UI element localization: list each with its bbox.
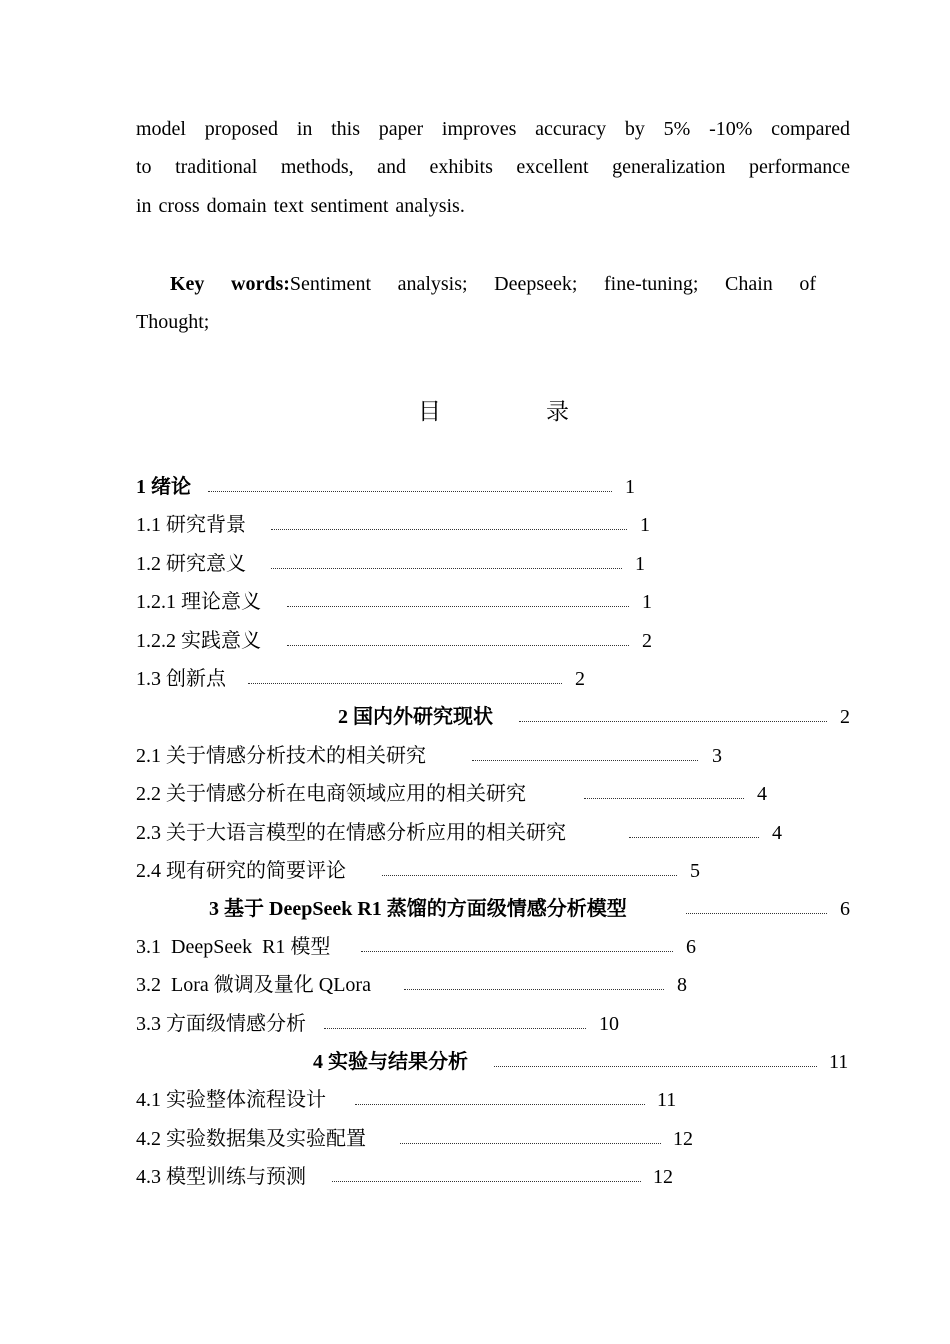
toc-entry-label: 2.4 现有研究的简要评论 — [136, 860, 346, 882]
keywords-line — [136, 265, 816, 303]
keywords-line-continued: Thought; — [136, 311, 210, 333]
toc-entry[interactable] — [0, 549, 950, 579]
toc-entry-page: 5 — [690, 860, 700, 882]
toc-leader-dots — [584, 798, 744, 799]
toc-entry-label: 2.2 关于情感分析在电商领域应用的相关研究 — [136, 783, 526, 805]
toc-leader-dots — [404, 989, 664, 990]
toc-entry-page: 1 — [640, 514, 650, 536]
toc-entry[interactable] — [0, 741, 950, 771]
abstract-line: in cross domain text sentiment analysis. — [136, 195, 465, 217]
toc-entry-page: 2 — [575, 668, 585, 690]
toc-entry-page: 12 — [673, 1128, 693, 1150]
toc-leader-dots — [629, 837, 759, 838]
toc-entry-label: 1.2 研究意义 — [136, 553, 246, 575]
toc-entry-label: 4 实验与结果分析 — [313, 1051, 468, 1073]
toc-entry-page: 4 — [757, 783, 767, 805]
toc-entry-page: 11 — [829, 1051, 849, 1073]
toc-entry-page: 1 — [635, 553, 645, 575]
toc-entry-page: 2 — [642, 630, 652, 652]
toc-entry[interactable] — [0, 510, 950, 540]
toc-leader-dots — [400, 1143, 661, 1144]
toc-entry-page: 11 — [657, 1089, 677, 1111]
toc-entry-page: 2 — [840, 706, 850, 728]
toc-entry-page: 10 — [599, 1013, 619, 1035]
toc-title-char: 目 — [418, 399, 441, 424]
toc-entry[interactable] — [0, 664, 950, 694]
toc-leader-dots — [208, 491, 612, 492]
toc-entry-label: 3.1 DeepSeek R1 模型 — [136, 936, 331, 958]
toc-entry-label: 3.2 Lora 微调及量化 QLora — [136, 974, 371, 996]
toc-leader-dots — [382, 875, 677, 876]
toc-entry-label: 2.1 关于情感分析技术的相关研究 — [136, 745, 426, 767]
toc-entry[interactable] — [0, 894, 950, 924]
toc-leader-dots — [271, 529, 627, 530]
abstract-line: to traditional methods, and exhibits excellent generalization performance — [136, 156, 850, 178]
toc-entry-page: 6 — [686, 936, 696, 958]
toc-entry[interactable] — [0, 472, 950, 502]
toc-leader-dots — [361, 951, 673, 952]
toc-entry-page: 1 — [642, 591, 652, 613]
toc-entry-page: 4 — [772, 822, 782, 844]
toc-leader-dots — [519, 721, 827, 722]
toc-leader-dots — [686, 913, 827, 914]
toc-entry[interactable] — [0, 1124, 950, 1154]
keywords-label: Key words: — [170, 273, 290, 295]
toc-entry[interactable] — [0, 818, 950, 848]
toc-entry-label: 1.1 研究背景 — [136, 514, 246, 536]
toc-title — [0, 393, 950, 429]
toc-entry-label: 2 国内外研究现状 — [338, 706, 493, 728]
toc-entry[interactable] — [0, 1047, 950, 1077]
toc-entry-label: 4.1 实验整体流程设计 — [136, 1089, 326, 1111]
toc-entry-label: 3 基于 DeepSeek R1 蒸馏的方面级情感分析模型 — [209, 898, 627, 920]
toc-leader-dots — [355, 1104, 645, 1105]
toc-entry-page: 6 — [840, 898, 850, 920]
toc-entry[interactable] — [0, 626, 950, 656]
toc-entry-page: 3 — [712, 745, 722, 767]
toc-leader-dots — [332, 1181, 641, 1182]
toc-entry-label: 1.3 创新点 — [136, 668, 226, 690]
toc-leader-dots — [494, 1066, 817, 1067]
toc-entry-label: 4.2 实验数据集及实验配置 — [136, 1128, 366, 1150]
toc-leader-dots — [324, 1028, 586, 1029]
toc-entry-label: 1.2.1 理论意义 — [136, 591, 261, 613]
abstract-line: model proposed in this paper improves accuracy by 5% -10% compared — [136, 118, 850, 140]
toc-leader-dots — [287, 606, 629, 607]
toc-entry[interactable] — [0, 970, 950, 1000]
toc-entry-label: 2.3 关于大语言模型的在情感分析应用的相关研究 — [136, 822, 566, 844]
toc-leader-dots — [287, 645, 629, 646]
toc-entry[interactable] — [0, 856, 950, 886]
toc-title-char: 录 — [546, 399, 569, 424]
toc-entry[interactable] — [0, 702, 950, 732]
toc-entry[interactable] — [0, 932, 950, 962]
toc-entry-label: 1.2.2 实践意义 — [136, 630, 261, 652]
toc-entry-page: 1 — [625, 476, 635, 498]
toc-entry-label: 1 绪论 — [136, 476, 191, 498]
toc-entry-label: 4.3 模型训练与预测 — [136, 1166, 306, 1188]
toc-entry-page: 8 — [677, 974, 687, 996]
toc-leader-dots — [271, 568, 622, 569]
toc-leader-dots — [248, 683, 562, 684]
toc-entry[interactable] — [0, 1162, 950, 1192]
toc-entry[interactable] — [0, 1085, 950, 1115]
toc-entry[interactable] — [0, 1009, 950, 1039]
toc-entry[interactable] — [0, 587, 950, 617]
keywords-text: Sentiment analysis; Deepseek; fine-tuning; Chain of — [289, 273, 816, 295]
toc-leader-dots — [472, 760, 698, 761]
toc-entry-label: 3.3 方面级情感分析 — [136, 1013, 306, 1035]
toc-entry[interactable] — [0, 779, 950, 809]
toc-entry-page: 12 — [653, 1166, 673, 1188]
